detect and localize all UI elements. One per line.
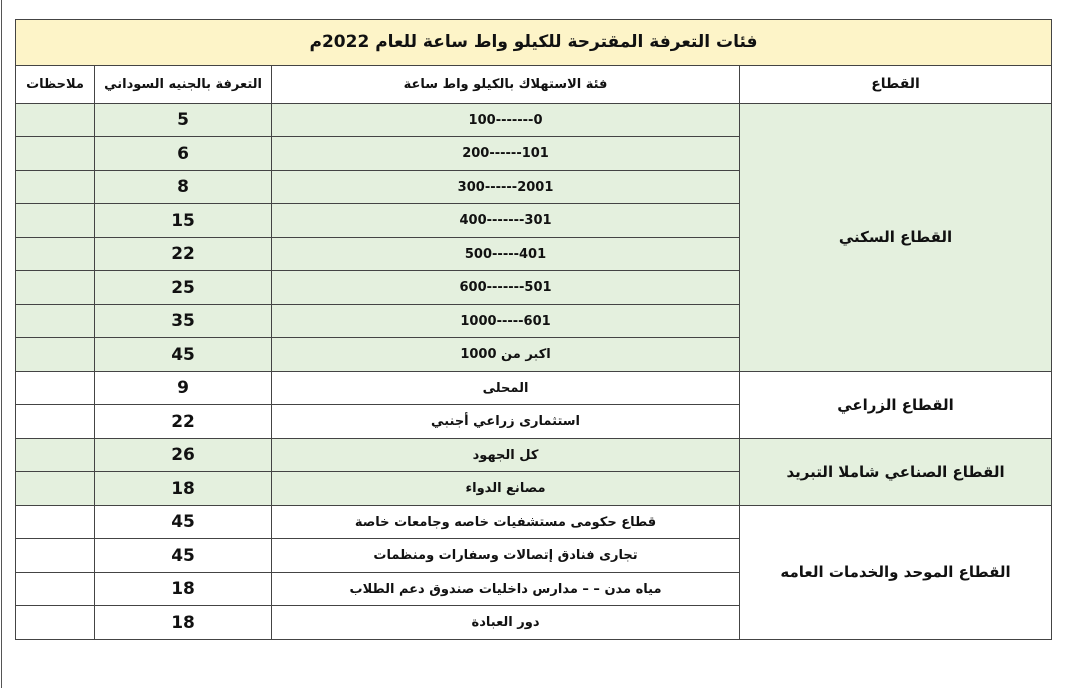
rate-cell: 9: [95, 371, 272, 405]
notes-cell: [16, 137, 95, 171]
rate-cell: 45: [95, 505, 272, 539]
rate-cell: 6: [95, 137, 272, 171]
notes-cell: [16, 304, 95, 338]
table-row: [16, 103, 1052, 137]
notes-cell: [16, 606, 95, 640]
category-cell: 101------200: [272, 137, 740, 171]
header-sector: القطاع: [740, 65, 1052, 103]
sector-cell: القطاع الموحد والخدمات العامه: [740, 505, 1052, 639]
header-category: فئة الاستهلاك بالكيلو واط ساعة: [272, 65, 740, 103]
notes-cell: [16, 472, 95, 506]
sector-cell: القطاع السكني: [740, 103, 1052, 371]
category-cell: 2001------300: [272, 170, 740, 204]
category-cell: قطاع حكومى مستشفيات خاصه وجامعات خاصة: [272, 505, 740, 539]
notes-cell: [16, 438, 95, 472]
header-notes: ملاحظات: [16, 65, 95, 103]
category-cell: دور العبادة: [272, 606, 740, 640]
tariff-table: [15, 19, 1052, 640]
rate-cell: 18: [95, 472, 272, 506]
table-row: [16, 371, 1052, 405]
category-cell: 501-------600: [272, 271, 740, 305]
notes-cell: [16, 572, 95, 606]
notes-cell: [16, 271, 95, 305]
rate-cell: 8: [95, 170, 272, 204]
rate-cell: 25: [95, 271, 272, 305]
rate-cell: 18: [95, 606, 272, 640]
category-cell: 601-----1000: [272, 304, 740, 338]
rate-cell: 15: [95, 204, 272, 238]
notes-cell: [16, 338, 95, 372]
notes-cell: [16, 204, 95, 238]
header-rate: التعرفة بالجنيه السوداني: [95, 65, 272, 103]
category-cell: كل الجهود: [272, 438, 740, 472]
notes-cell: [16, 103, 95, 137]
category-cell: 0-------100: [272, 103, 740, 137]
rate-cell: 22: [95, 237, 272, 271]
sector-cell: القطاع الزراعي: [740, 371, 1052, 438]
rate-cell: 18: [95, 572, 272, 606]
rate-cell: 35: [95, 304, 272, 338]
notes-cell: [16, 539, 95, 573]
notes-cell: [16, 237, 95, 271]
category-cell: تجارى فنادق إتصالات وسفارات ومنظمات: [272, 539, 740, 573]
header-row: [16, 65, 1052, 103]
notes-cell: [16, 405, 95, 439]
category-cell: مصانع الدواء: [272, 472, 740, 506]
sector-cell: القطاع الصناعي شاملا التبريد: [740, 438, 1052, 505]
rate-cell: 26: [95, 438, 272, 472]
rate-cell: 45: [95, 539, 272, 573]
notes-cell: [16, 371, 95, 405]
rate-cell: 5: [95, 103, 272, 137]
table-row: [16, 505, 1052, 539]
category-cell: استثمارى زراعي أجنبي: [272, 405, 740, 439]
category-cell: 301-------400: [272, 204, 740, 238]
table-row: [16, 438, 1052, 472]
notes-cell: [16, 170, 95, 204]
category-cell: 401-----500: [272, 237, 740, 271]
page-frame-left: [1, 0, 2, 688]
notes-cell: [16, 505, 95, 539]
category-cell: اكبر من 1000: [272, 338, 740, 372]
category-cell: مياه مدن – – مدارس داخليات صندوق دعم الطلاب: [272, 572, 740, 606]
rate-cell: 22: [95, 405, 272, 439]
table-title: فئات التعرفة المقترحة للكيلو واط ساعة للعام 2022م: [16, 20, 1052, 66]
category-cell: المحلى: [272, 371, 740, 405]
rate-cell: 45: [95, 338, 272, 372]
